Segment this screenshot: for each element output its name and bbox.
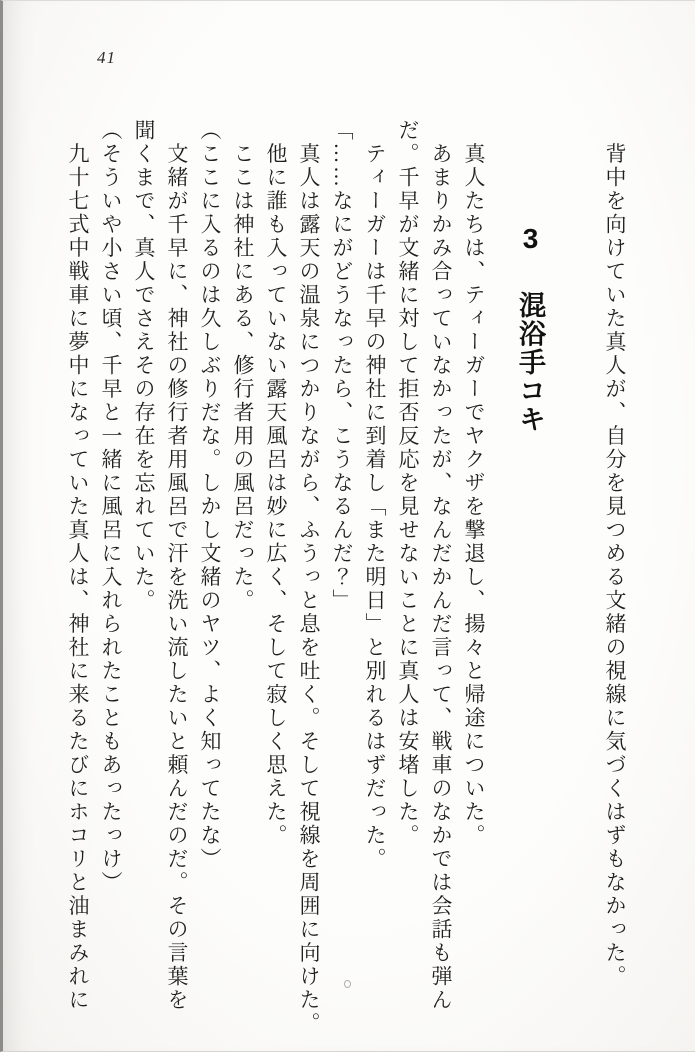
chapter-heading	[508, 119, 552, 434]
text-line: 「……なにがどうなったら、こうなるんだ？」	[330, 119, 354, 613]
text-line: 他に誰も入っていない露天風呂は妙に広く、そして寂しく思えた。	[264, 119, 288, 848]
text-line: あまりかみ合っていなかったが、なんだかんだ言って、戦車のなかでは会話も弾ん	[429, 119, 453, 1012]
chapter-number: 3	[515, 223, 546, 254]
text-line: 真人たちは、ティーガーでヤクザを撃退し、揚々と帰途についた。	[462, 119, 486, 848]
text-line: 背中を向けていた真人が、自分を見つめる文緒の視線に気づくはずもなかった。	[603, 119, 627, 989]
text-line: （ここに入るのは久しぶりだな。しかし文緒のヤツ、よく知ってたな）	[198, 119, 222, 871]
text-line: だ。千早が文緒に対して拒否反応を見せないことに真人は安堵した。	[396, 119, 420, 848]
chapter-title: 混浴手コキ	[515, 291, 545, 434]
text-line: 聞くまで、真人でさえその存在を忘れていた。	[132, 119, 156, 613]
text-line: ティーガーは千早の神社に到着し「また明日」と別れるはずだった。	[363, 119, 387, 871]
page-number: 41	[97, 48, 116, 67]
text-line: （そういや小さい頃、千早と一緒に風呂に入れられたこともあったっけ）	[99, 119, 123, 895]
text-line: 九十七式中戦車に夢中になっていた真人は、神社に来るたびにホコリと油まみれに	[66, 119, 90, 1012]
text-line: 文緒が千早に、神社の修行者用風呂で汗を洗い流したいと頼んだのだ。その言葉を	[165, 119, 189, 1012]
text-area	[61, 119, 631, 1036]
ink-speck	[344, 980, 351, 988]
text-line: ここは神社にある、修行者用の風呂だった。	[231, 119, 255, 613]
text-line: 真人は露天の温泉につかりながら、ふうっと息を吐く。そして視線を周囲に向けた。	[297, 119, 321, 1036]
